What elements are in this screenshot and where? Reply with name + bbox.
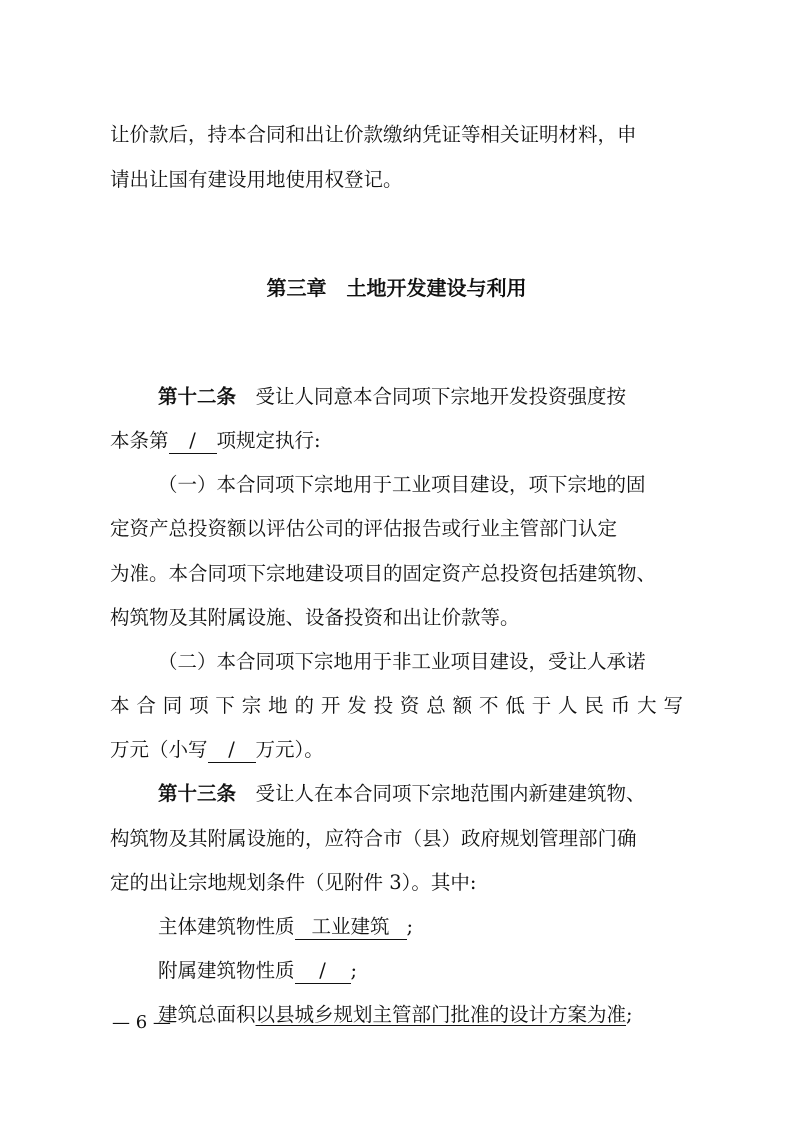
article-13-line-1 (158, 780, 646, 808)
item-1-line-3: 为准。本合同项下宗地建设项目的固定资产总投资包括建筑物、 (110, 562, 657, 585)
aux-building-line: 附属建筑物性质 / ; (158, 959, 358, 982)
article-12-text: 受让人同意本合同项下宗地开发投资强度按 (236, 385, 627, 408)
item-1-line-2: 定资产总投资额以评估公司的评估报告或行业主管部门认定 (110, 517, 618, 540)
article-13-label: 第十三条 (158, 782, 237, 805)
article-13-line-2: 构筑物及其附属设施的，应符合市（县）政府规划管理部门确 (110, 827, 637, 850)
intro-line-2: 请出让国有建设用地使用权登记。 (110, 168, 403, 191)
article-12-line-2: 本条第 / 项规定执行: (110, 429, 321, 452)
blank-field: / (208, 738, 256, 763)
intro-line-1: 让价款后，持本合同和出让价款缴纳凭证等相关证明材料，申 (110, 123, 637, 146)
page-number: — 6 — (112, 1012, 171, 1033)
item-2-line-1: （二）本合同项下宗地用于非工业项目建设，受让人承诺 (158, 650, 646, 673)
main-building-line: 主体建筑物性质 工业建筑 ; (158, 915, 414, 938)
main-building-value: 工业建筑 (295, 915, 407, 940)
item-2-line-2: 本合同项下宗地的开发投资总额不低于人民币大写 (110, 694, 683, 717)
item-1-line-1: （一）本合同项下宗地用于工业项目建设，项下宗地的固 (158, 473, 646, 496)
total-area-value: 以县城乡规划主管部门批准的设计方案为准 (255, 1003, 627, 1026)
item-2-line-3: 万元（小写 / 万元）。 (110, 738, 324, 761)
aux-building-value: / (295, 959, 351, 984)
article-13-line-3: 定的出让宗地规划条件（见附件 3）。其中: (110, 871, 477, 894)
item-1-line-4: 构筑物及其附属设施、设备投资和出让价款等。 (110, 606, 520, 629)
article-12-line-1 (158, 383, 626, 411)
total-area-line: 建筑总面积以县城乡规划主管部门批准的设计方案为准; (158, 1003, 633, 1026)
chapter-title: 第三章 土地开发建设与利用 (266, 276, 527, 300)
article-13-text: 受让人在本合同项下宗地范围内新建建筑物、 (236, 782, 646, 805)
blank-field: / (169, 429, 217, 454)
article-12-label: 第十二条 (158, 385, 237, 408)
